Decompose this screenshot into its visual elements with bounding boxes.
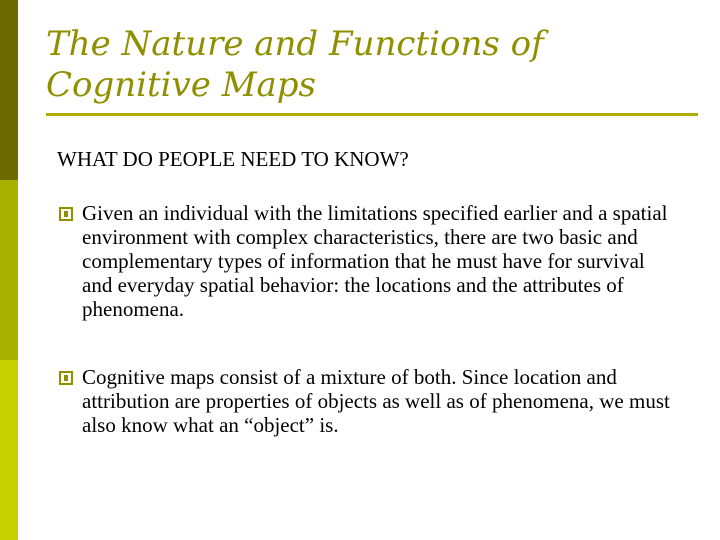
bullet-item [57,201,677,321]
section-heading: WHAT DO PEOPLE NEED TO KNOW? [57,147,409,171]
bullet-item [57,365,677,437]
checkbox-bullet-icon [59,371,73,385]
bullet-text: Cognitive maps consist of a mixture of both. Since location and attribution are properties of objects as well as of phenomena, we must also know what an “object” is. [82,365,670,437]
sidebar-color-band-top [0,0,18,180]
slide-title: The Nature and Functions of Cognitive Maps [46,24,544,105]
sidebar-color-band-middle [0,180,18,360]
sidebar-color-band-bottom [0,360,18,540]
bullet-text: Given an individual with the limitations specified earlier and a spatial environment with complex characteristics, there are two basic and complementary types of information that he must have for survival and everyday spatial behavior: the locations and the attributes of phenomena. [82,201,668,321]
title-divider [46,113,698,116]
checkbox-bullet-icon [59,207,73,221]
